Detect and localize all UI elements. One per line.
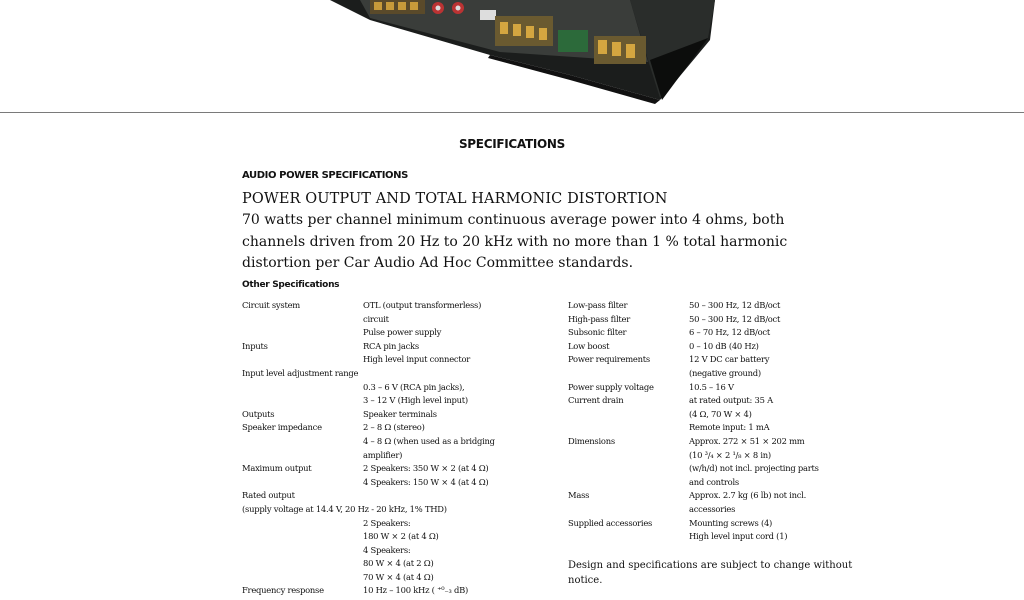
spec-value: (10 ³/₄ × 2 ¹/₈ × 8 in) [689,449,771,460]
other-specifications-title: Other Specifications [242,280,340,290]
spec-label: Maximum output [242,463,312,474]
spec-value: 4 – 8 Ω (when used as a bridging [363,435,495,446]
spec-value: 0 – 10 dB (40 Hz) [689,340,759,351]
spec-label: (supply voltage at 14.4 V, 20 Hz - 20 kHz, 1% THD) [242,503,447,514]
spec-row [242,503,495,585]
spec-label: Low boost [568,340,610,351]
spec-label: Rated output [242,490,295,501]
spec-value: (w/h/d) not incl. projecting parts [689,463,819,474]
power-output-statement: 70 watts per channel minimum continuous average power into 4 ohms, both channels driven from 20 Hz to 20 kHz with no more than 1 % total harmonic distortion per Car Audio Ad Hoc Committee standards. [242,212,788,271]
spec-value: (4 Ω, 70 W × 4) [689,408,752,419]
spec-label: Input level adjustment range [242,367,359,378]
spec-row [242,462,495,489]
spec-value: 50 – 300 Hz, 12 dB/oct [689,300,781,310]
spec-value: 2 Speakers: 350 W × 2 (at 4 Ω) [363,463,489,474]
spec-value: 12 V DC car battery [689,354,770,365]
spec-label: Inputs [242,340,268,351]
spec-value: 0.3 – 6 V (RCA pin jacks), [363,381,465,392]
spec-value: OTL (output transformerless) [363,300,482,310]
spec-row [242,408,495,422]
spec-value: accessories [689,503,736,514]
spec-row [242,299,495,340]
spec-value: High level input connector [363,354,470,365]
spec-label: Power requirements [568,354,650,365]
spec-value: RCA pin jacks [363,340,419,351]
spec-label: Power supply voltage [568,381,654,392]
spec-label: Speaker impedance [242,422,322,433]
spec-value: Mounting screws (4) [689,517,773,528]
spec-column-right [568,299,819,544]
spec-value: High level input cord (1) [689,531,788,542]
spec-value: circuit [363,313,389,324]
spec-row [242,489,495,503]
power-output-title: POWER OUTPUT AND TOTAL HARMONIC DISTORTION [242,191,668,207]
disclaimer-note: Design and specifications are subject to change without notice. [568,560,853,586]
spec-value: and controls [689,476,739,487]
spec-value: 2 Speakers: [363,517,411,528]
spec-row [568,517,819,544]
spec-value: (negative ground) [689,367,761,378]
spec-value: 180 W × 2 (at 4 Ω) [363,531,439,542]
spec-value: 50 – 300 Hz, 12 dB/oct [689,313,781,324]
spec-column-left [242,299,495,598]
spec-row [242,367,495,408]
horizontal-divider [0,112,1024,113]
spec-row [242,584,495,598]
spec-value: Remote input: 1 mA [689,422,770,433]
spec-row [568,381,819,395]
spec-value: 10 Hz – 100 kHz ( ⁺⁰₋₃ dB) [363,585,469,596]
spec-label: Mass [568,490,590,501]
spec-value: 2 – 8 Ω (stereo) [363,422,425,433]
spec-label: Current drain [568,395,624,406]
spec-label: Outputs [242,408,275,419]
spec-value: 4 Speakers: 150 W × 4 (at 4 Ω) [363,476,489,487]
spec-value: 4 Speakers: [363,544,411,555]
spec-row [242,340,495,367]
spec-label: Supplied accessories [568,517,653,528]
spec-value: Speaker terminals [363,408,437,419]
spec-label: Frequency response [242,585,324,596]
spec-row [568,313,819,327]
spec-row [568,340,819,354]
spec-value: Pulse power supply [363,327,442,338]
spec-value: 70 W × 4 (at 4 Ω) [363,571,434,582]
spec-row [568,394,819,435]
spec-row [568,489,819,516]
amplifier-product-image [330,0,715,104]
spec-value: Approx. 272 × 51 × 202 mm [689,435,805,446]
spec-value: at rated output: 35 A [689,395,773,406]
spec-value: 3 – 12 V (High level input) [363,395,468,406]
spec-label: Subsonic filter [568,327,627,338]
spec-label: Low-pass filter [568,300,628,310]
spec-label: Dimensions [568,435,615,446]
spec-row [568,435,819,489]
spec-value: 80 W × 4 (at 2 Ω) [363,558,434,569]
spec-row [568,353,819,380]
spec-value: 6 – 70 Hz, 12 dB/oct [689,327,770,338]
section-heading: AUDIO POWER SPECIFICATIONS [242,170,408,181]
spec-value: amplifier) [363,449,403,460]
spec-value: 10.5 – 16 V [689,381,734,392]
spec-label: High-pass filter [568,313,630,324]
page-title: SPECIFICATIONS [458,137,566,151]
spec-row [568,299,819,313]
spec-value: Approx. 2.7 kg (6 lb) not incl. [689,490,806,501]
spec-label: Circuit system [242,300,300,310]
spec-row [242,421,495,462]
spec-row [568,326,819,340]
